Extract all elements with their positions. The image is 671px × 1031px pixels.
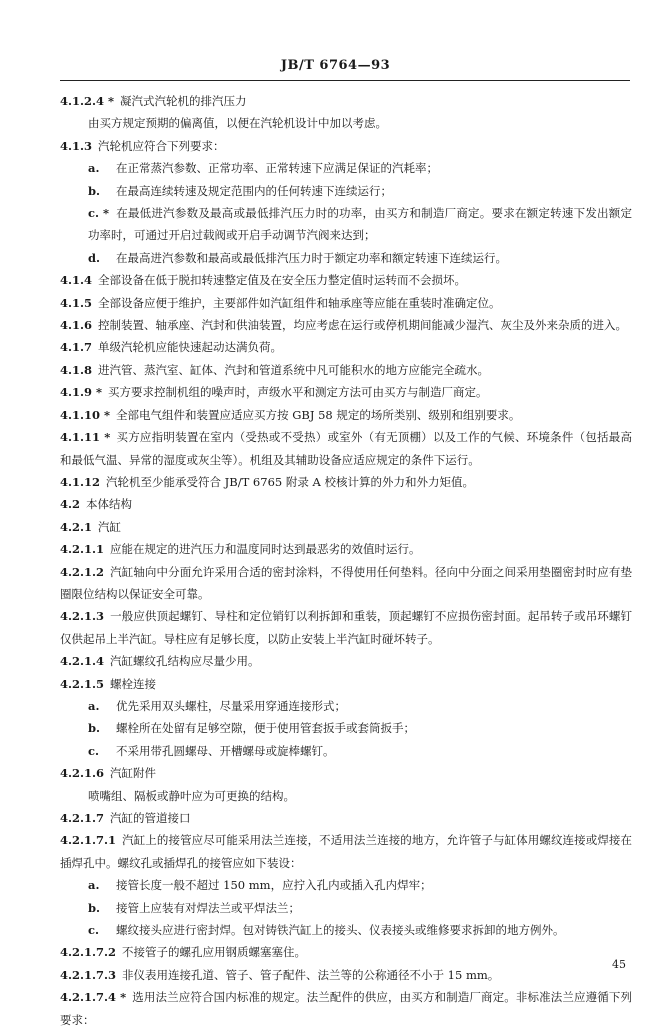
- clause-number: 4.1.7: [60, 340, 93, 355]
- paragraph: [60, 269, 632, 291]
- paragraph: [60, 650, 632, 672]
- paragraph: [60, 336, 632, 358]
- clause-text: 单级汽轮机应能快速起动达满负荷。: [98, 340, 283, 355]
- header-rule: [60, 80, 630, 81]
- clause-text: 应能在规定的进汽压力和温度同时达到最恶劣的效值时运行。: [110, 542, 421, 557]
- clause-number: 4.2.1.4: [60, 654, 105, 669]
- clause-text: 在最高进汽参数和最高或最低排汽压力时于额定功率和额定转速下连续运行。: [116, 250, 507, 265]
- paragraph: [60, 471, 632, 493]
- paragraph: [60, 740, 632, 762]
- paragraph: [60, 90, 632, 112]
- paragraph: [60, 381, 632, 403]
- paragraph: [60, 426, 632, 471]
- paragraph: [60, 292, 632, 314]
- clause-number: c.: [88, 743, 100, 758]
- paragraph: [60, 202, 632, 247]
- clause-number: b.: [88, 721, 101, 736]
- clause-number: 4.1.11 *: [60, 430, 111, 445]
- clause-number: 4.1.12: [60, 474, 101, 489]
- clause-number: d.: [88, 250, 101, 265]
- paragraph: [60, 785, 632, 807]
- paragraph: [60, 247, 632, 269]
- clause-text: 全部设备应便于维护，主要部件如汽缸组件和轴承座等应能在重装时准确定位。: [98, 295, 501, 310]
- clause-text: 螺纹接头应进行密封焊。包对铸铁汽缸上的接头、仪表接头或维修要求拆卸的地方例外。: [116, 923, 565, 938]
- clause-number: 4.2.1.7.2: [60, 945, 117, 960]
- clause-number: a.: [88, 698, 100, 713]
- clause-number: a.: [88, 161, 100, 176]
- paragraph: [60, 897, 632, 919]
- clause-text: 买方应指明装置在室内（受热或不受热）或室外（有无顶棚）以及工作的气候、环境条件（包括最高和最低气温、异常的湿度或灰尘等）。机组及其辅助设备应适应规定的条件下运行。: [60, 430, 632, 467]
- clause-text: 控制装置、轴承座、汽封和供油装置，均应考虑在运行或停机期间能减少湿汽、灰尘及外来杂质的进入。: [98, 318, 628, 333]
- paragraph: [60, 314, 632, 336]
- clause-number: a.: [88, 878, 100, 893]
- clause-text: 进汽管、蒸汽室、缸体、汽封和管道系统中凡可能积水的地方应能完全疏水。: [98, 362, 490, 377]
- clause-text: 选用法兰应符合国内标准的规定。法兰配件的供应，由买方和制造厂商定。非标准法兰应遵循下列要求：: [60, 990, 632, 1027]
- clause-text: 本体结构: [86, 497, 133, 512]
- clause-number: 4.2.1.5: [60, 676, 105, 691]
- clause-text: 买方要求控制机组的噪声时，声级水平和测定方法可由买方与制造厂商定。: [108, 385, 488, 400]
- clause-text: 接管长度一般不超过 150 mm，应拧入孔内或插入孔内焊牢；: [116, 878, 432, 893]
- paragraph: [60, 538, 632, 560]
- paragraph: [60, 516, 632, 538]
- paragraph: [60, 874, 632, 896]
- clause-text: 螺栓连接: [110, 676, 157, 691]
- clause-text: 接管上应装有对焊法兰或平焊法兰；: [116, 900, 300, 915]
- clause-number: 4.2.1: [60, 519, 93, 534]
- clause-number: b.: [88, 900, 101, 915]
- clause-number: 4.1.9 *: [60, 385, 103, 400]
- clause-number: 4.1.6: [60, 318, 93, 333]
- clause-text: 喷嘴组、隔板或静叶应为可更换的结构。: [88, 788, 295, 803]
- paragraph: [60, 493, 632, 515]
- clause-number: 4.2: [60, 497, 81, 512]
- paragraph: [60, 695, 632, 717]
- clause-text: 一般应供顶起螺钉、导柱和定位销钉以利拆卸和重装，顶起螺钉不应损伤密封面。起吊转子或吊环螺钉仅供起吊上半汽缸。导柱应有足够长度，以防止安装上半汽缸时碰坏转子。: [60, 609, 632, 646]
- paragraph: [60, 135, 632, 157]
- clause-number: 4.1.10 *: [60, 407, 111, 422]
- clause-text: 全部设备在低于脱扣转速整定值及在安全压力整定值时运转而不会损坏。: [98, 273, 467, 288]
- clause-text: 汽轮机至少能承受符合 JB/T 6765 附录 A 校核计算的外力和外力矩值。: [106, 474, 474, 489]
- clause-number: 4.1.2.4 *: [60, 94, 115, 108]
- paragraph: [60, 964, 632, 986]
- clause-text: 汽缸螺纹孔结构应尽量少用。: [110, 654, 260, 669]
- clause-number: 4.2.1.7: [60, 811, 105, 825]
- clause-number: 4.2.1.3: [60, 609, 105, 624]
- clause-text: 汽轮机应符合下列要求：: [98, 138, 225, 153]
- paragraph: [60, 112, 632, 134]
- clause-text: 汽缸附件: [110, 766, 157, 781]
- paragraph: [60, 180, 632, 202]
- clause-text: 螺栓所在处留有足够空隙，便于使用管套扳手或套筒扳手；: [116, 721, 415, 736]
- clause-text: 优先采用双头螺柱，尽量采用穿通连接形式；: [116, 698, 346, 713]
- paragraph: [60, 717, 632, 739]
- clause-number: c. *: [88, 206, 110, 221]
- paragraph: [60, 561, 632, 606]
- clause-number: 4.2.1.7.4 *: [60, 990, 127, 1005]
- paragraph: [60, 359, 632, 381]
- paragraph: [60, 986, 632, 1031]
- clause-text: 汽缸的管道接口: [110, 811, 191, 825]
- page-number: 45: [612, 958, 626, 971]
- document-body: [60, 90, 632, 1031]
- clause-number: 4.1.4: [60, 273, 93, 288]
- clause-text: 在正常蒸汽参数、正常功率、正常转速下应满足保证的汽耗率；: [116, 161, 438, 176]
- paragraph: [60, 807, 632, 829]
- page-header: JB/T 6764—93: [280, 58, 391, 73]
- clause-text: 汽缸上的接管应尽可能采用法兰连接，不适用法兰连接的地方，允许管子与缸体用螺纹连接或焊接在插焊孔中。螺纹孔或插焊孔的接管应如下装设：: [60, 833, 632, 870]
- clause-number: 4.2.1.2: [60, 564, 105, 579]
- paragraph: [60, 605, 632, 650]
- clause-number: c.: [88, 923, 100, 938]
- clause-number: 4.1.5: [60, 295, 93, 310]
- clause-number: b.: [88, 183, 101, 198]
- paragraph: [60, 404, 632, 426]
- clause-text: 全部电气组件和装置应适应买方按 GBJ 58 规定的场所类别、级别和组别要求。: [116, 407, 521, 422]
- clause-number: 4.1.3: [60, 138, 93, 153]
- paragraph: [60, 829, 632, 874]
- clause-number: 4.2.1.7.1: [60, 833, 117, 848]
- clause-text: 汽缸轴向中分面允许采用合适的密封涂料，不得使用任何垫料。径向中分面之间采用垫圈密封时应有垫圈限位结构以保证安全可靠。: [60, 564, 632, 601]
- clause-text: 非仪表用连接孔道、管子、管子配件、法兰等的公称通径不小于 15 mm。: [122, 967, 500, 982]
- paragraph: [60, 919, 632, 941]
- clause-text: 不接管子的螺孔应用钢质螺塞塞住。: [122, 945, 307, 960]
- clause-number: 4.2.1.7.3: [60, 967, 117, 982]
- clause-text: 在最高连续转速及规定范围内的任何转速下连续运行；: [116, 183, 392, 198]
- paragraph: [60, 941, 632, 963]
- clause-text: 凝汽式汽轮机的排汽压力: [120, 94, 247, 108]
- clause-text: 不采用带孔圆螺母、开槽螺母或旋棒螺钉。: [116, 743, 335, 758]
- clause-number: 4.2.1.1: [60, 542, 105, 557]
- clause-number: 4.1.8: [60, 362, 93, 377]
- clause-number: 4.2.1.6: [60, 766, 105, 781]
- clause-text: 由买方规定预期的偏离值，以便在汽轮机设计中加以考虑。: [88, 116, 387, 131]
- paragraph: [60, 673, 632, 695]
- paragraph: [60, 157, 632, 179]
- clause-text: 汽缸: [98, 519, 122, 534]
- clause-text: 在最低进汽参数及最高或最低排汽压力时的功率，由买方和制造厂商定。要求在额定转速下发出额定功率时，可通过开启过载阀或开启手动调节汽阀来达到；: [88, 206, 632, 243]
- paragraph: [60, 762, 632, 784]
